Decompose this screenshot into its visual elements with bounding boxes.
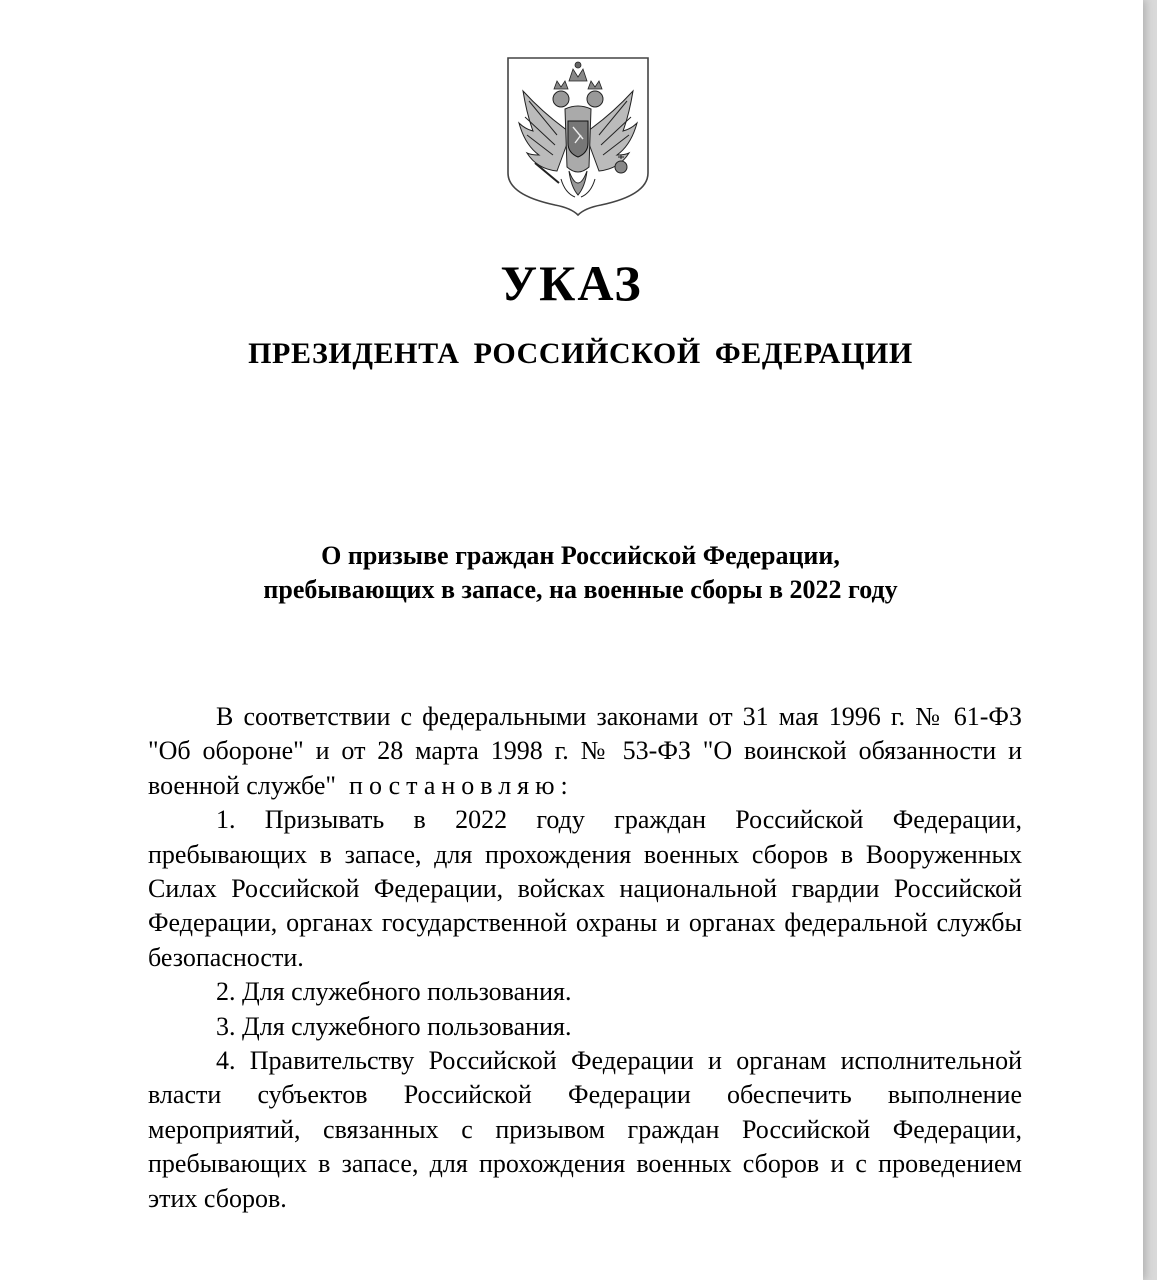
decree-body bbox=[148, 700, 1022, 1216]
decree-item: 4. Правительству Российской Федерации и органам исполнительной власти субъектов Российской Федерации обеспечить выполнение мероприятий, связанных с призывом граждан Российской Федерации, пребывающих в запасе, для прохождения военных сборов и с проведением этих сборов. bbox=[148, 1046, 1022, 1213]
preamble-paragraph bbox=[148, 700, 1022, 803]
decree-word: постановляю: bbox=[349, 770, 574, 800]
decree-item: 1. Призывать в 2022 году граждан Российской Федерации, пребывающих в запасе, для прохождения военных сборов в Вооруженных Силах Российской Федерации, войсках национальной гвардии Российской Федерации, органах государственной охраны и органах федеральной службы безопасности. bbox=[148, 805, 1022, 972]
document-title: УКАЗ bbox=[500, 255, 643, 311]
document-subtitle: ПРЕЗИДЕНТА РОССИЙСКОЙ ФЕДЕРАЦИИ bbox=[248, 337, 913, 370]
decree-heading bbox=[0, 539, 1157, 607]
preamble-text: В соответствии с федеральными законами от 31 мая 1996 г. № 61-ФЗ "Об обороне" и от 28 марта 1998 г. № 53-ФЗ "О воинской обязанности и военной службе" bbox=[148, 702, 1022, 800]
russian-coat-of-arms-icon bbox=[505, 55, 651, 217]
decree-heading-line: О призыве граждан Российской Федерации, bbox=[321, 541, 840, 570]
decree-item: 2. Для служебного пользования. bbox=[216, 977, 572, 1007]
decree-item: 3. Для служебного пользования. bbox=[216, 1011, 572, 1041]
decree-heading-line: пребывающих в запасе, на военные сборы в 2022 году bbox=[263, 575, 898, 604]
